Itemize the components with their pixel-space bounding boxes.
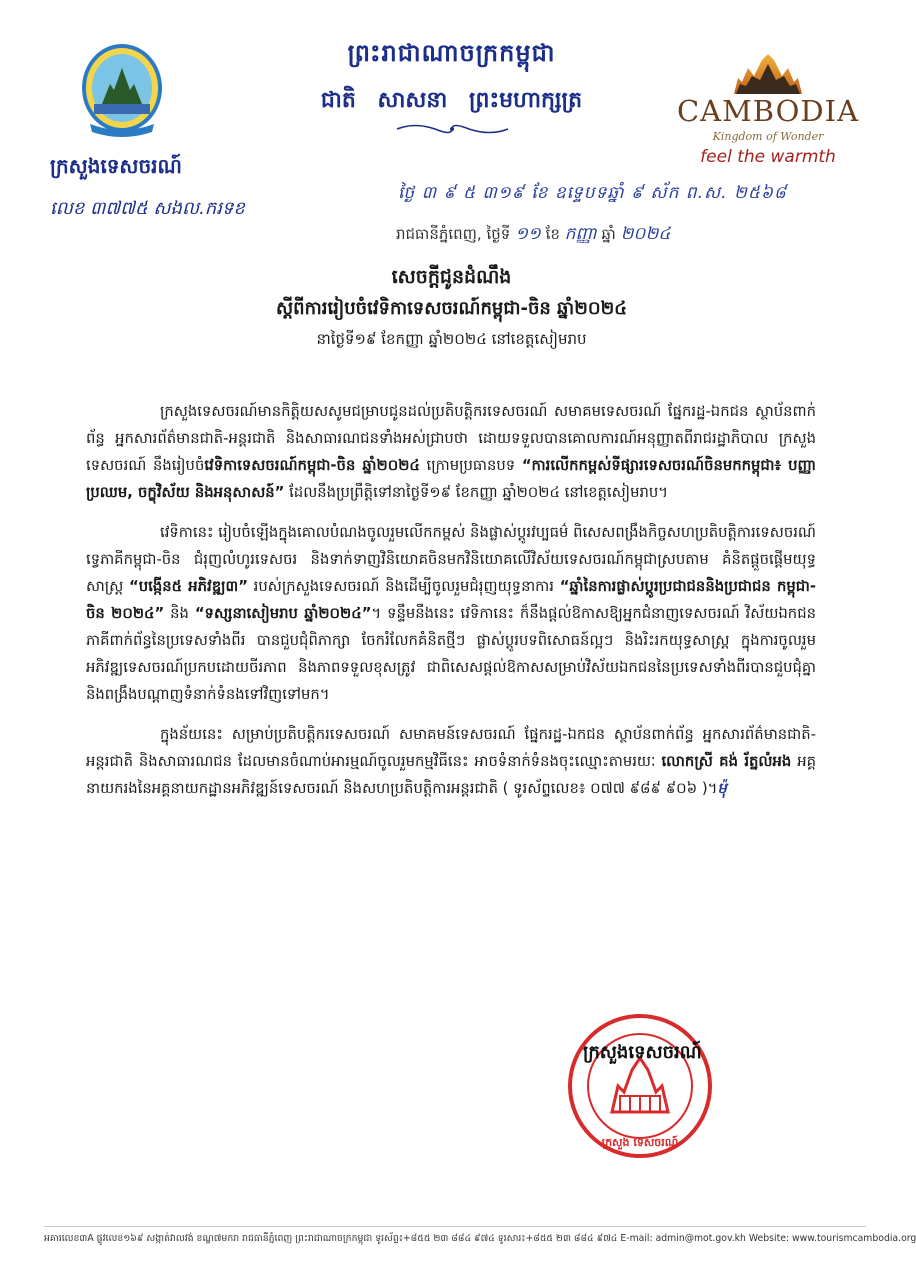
kingdom-title: ព្រះរាជាណាចក្រកម្ពុជា (347, 39, 556, 67)
cambodia-wordmark: CAMBODIA (676, 94, 860, 128)
date-day: ១១ (515, 224, 541, 244)
date-month-label: ខែ (545, 225, 560, 243)
official-seal-stamp (560, 1000, 720, 1160)
cambodia-slogan: feel the warmth (700, 147, 836, 167)
footer-email-website: E-mail: admin@mot.gov.kh Website: www.tourismcambodia.org (620, 1233, 916, 1244)
handwritten-initials: ម៉ុ (717, 780, 727, 797)
notice-body (86, 398, 816, 815)
body-paragraph-1: ក្រសួងទេសចរណ៍មានកិត្តិយសសូមជម្រាបជូនដល់ប្រតិបត្តិករទេសចរណ៍ សមាគមទេសចរណ៍ ផ្នែករដ្ឋ-ឯកជន ស្ថាប័នពាក់ព័ន្ធ អ្នកសារព័ត៌មានជាតិ-អន្តរជាតិ និងសាធារណជនទាំងអស់ជ្រាបថា ដោយទទួលបានគោលការណ៍អនុញ្ញាតពីរាជរដ្ឋាភិបាល ក្រសួងទេសចរណ៍ នឹងរៀបចំវេទិកាទេសចរណ៍កម្ពុជា-ចិន ឆ្នាំ២០២៤ ក្រោមប្រធានបទ “ការលើកកម្ពស់ទីផ្សារទេសចរណ៍ចិនមកកម្ពុជា៖ បញ្ញាប្រឈម, ចក្ខុវិស័យ និងអនុសាសន៍” ដែលនឹងប្រព្រឹត្តិទៅនាថ្ងៃទី១៩ ខែកញ្ញា ឆ្នាំ២០២៤ នៅខេត្តសៀមរាប។ (86, 403, 816, 501)
reference-number: លេខ ៣៧៧៥ សងល.ករទខ (50, 198, 245, 219)
footer-divider (44, 1226, 866, 1227)
seal-bottom-text: ក្រសួង ទេសចរណ៍ (601, 1136, 679, 1149)
footer-address: អគារលេខ៣A ផ្លូវលេខ១៦៩ សង្កាត់វាលវង់ ខណ្ឌ៧មករា រាជធានីភ្នំពេញ ព្រះរាជាណាចក្រកម្ពុជា ទូរស័ព្ទ៖+៨៥៥ ២៣ ៨៨៤ ៩៧៤ ទូរសារ៖+៨៥៥ ២៣ ៨៨៤ ៩៧៤ (44, 1233, 618, 1244)
ministry-name: ក្រសួងទេសចរណ៍ (50, 154, 182, 178)
body-paragraph-2: វេទិកានេះ រៀបចំឡើងក្នុងគោលបំណងចូលរួមលើកកម្ពស់ និងផ្លាស់ប្តូរវប្បធម៌ ពិសេសពង្រឹងកិច្ចសហប្រតិបត្តិការទេសចរណ៍ទ្វេភាគីកម្ពុជា-ចិន ជំរុញលំហូរទេសចរ និងទាក់ទាញវិនិយោគចិនមកវិនិយោគលើវិស័យទេសចរណ៍កម្ពុជាស្របតាម គំនិតផ្តួចផ្តើមយុទ្ធសាស្ត្រ “បង្កើន៥ អភិវឌ្ឍ៣” របស់ក្រសួងទេសចរណ៍ និងដើម្បីចូលរួមជំរុញយុទ្ធនាការ “ឆ្នាំនៃការផ្លាស់ប្តូរប្រជាជននិងប្រជាជន កម្ពុជា-ចិន ២០២៤” និង “ទស្សនាសៀមរាប ឆ្នាំ២០២៤”។ ទន្ទឹមនឹងនេះ វេទិកានេះ ក៏នឹងផ្តល់ឱកាសឱ្យអ្នកជំនាញទេសចរណ៍ វិស័យឯកជន ភាគីពាក់ព័ន្ធនៃប្រទេសទាំងពីរ បានជួបជុំពិភាក្សា ចែករំលែកគំនិតថ្មីៗ ផ្លាស់ប្តូរបទពិសោធន៍ល្អៗ និងរិះរកយុទ្ធសាស្ត្រ ក្នុងការចូលរួមអភិវឌ្ឍទេសចរណ៍ប្រកបដោយចីរភាព និងភាពទទួលខុសត្រូវ ជាពិសេសផ្តល់ឱកាសសម្រាប់វិស័យឯកជននៃប្រទេសទាំងពីរបានជួបជុំគ្នា និងពង្រឹងបណ្តាញទំនាក់ទំនងទៅវិញទៅមក។ (86, 524, 816, 703)
date-year-label: ឆ្នាំ (601, 225, 616, 243)
notice-subject: ស្តីពីការរៀបចំវេទិកាទេសចរណ៍កម្ពុជា-ចិន ឆ្នាំ២០២៤ (276, 298, 627, 319)
notice-title: សេចក្តីជូនដំណឹង (391, 266, 512, 288)
body-paragraph-3: ក្នុងន័យនេះ សម្រាប់ប្រតិបត្តិករទេសចរណ៍ សមាគមន៍ទេសចរណ៍ ផ្នែករដ្ឋ-ឯកជន ស្ថាប័នពាក់ព័ន្ធ អ្នកសារព័ត៌មានជាតិ-អន្តរជាតិ និងសាធារណជន ដែលមានចំណាប់អារម្មណ៍ចូលរួមកម្មវិធីនេះ អាចទំនាក់ទំនងចុះឈ្មោះតាមរយៈ លោកស្រី គង់ រ័ត្នលំអង អគ្គនាយករងនៃអគ្គនាយកដ្ឋានអភិវឌ្ឍន៍ទេសចរណ៍ និងសហប្រតិបត្តិការអន្តរជាតិ ( ទូរស័ព្ទលេខ៖ ០៧៧ ៩៨៩ ៩០៦ )។ម៉ុ (86, 726, 816, 797)
date-month: កញ្ញា (564, 224, 597, 244)
date-year: ២០២៤ (620, 224, 671, 244)
cambodia-brand-logo (676, 54, 860, 174)
signatory-ministry: ក្រសួងទេសចរណ៍ (583, 1042, 702, 1063)
footer-contact (44, 1232, 916, 1246)
place-and-date (396, 223, 670, 248)
place-date-prefix: រាជធានីភ្នំពេញ, ថ្ងៃទី (396, 225, 511, 243)
lunar-date: ថ្ងៃ ៣ ៩ ៥ ៣១៩ ខែ ឧទ្ទេបទឆ្នាំ ៩ ស័ក ព.ស. ២៥៦៨ (398, 183, 787, 203)
angkor-silhouette-icon (676, 54, 860, 98)
notice-date-location: នាថ្ងៃទី១៩ ខែកញ្ញា ឆ្នាំ២០២៤ នៅខេត្តសៀមរាប (316, 330, 587, 348)
national-motto: ជាតិ សាសនា ព្រះមហាក្សត្រ (320, 88, 583, 113)
ornament-divider (395, 122, 510, 136)
cambodia-tagline: Kingdom of Wonder (712, 130, 824, 143)
